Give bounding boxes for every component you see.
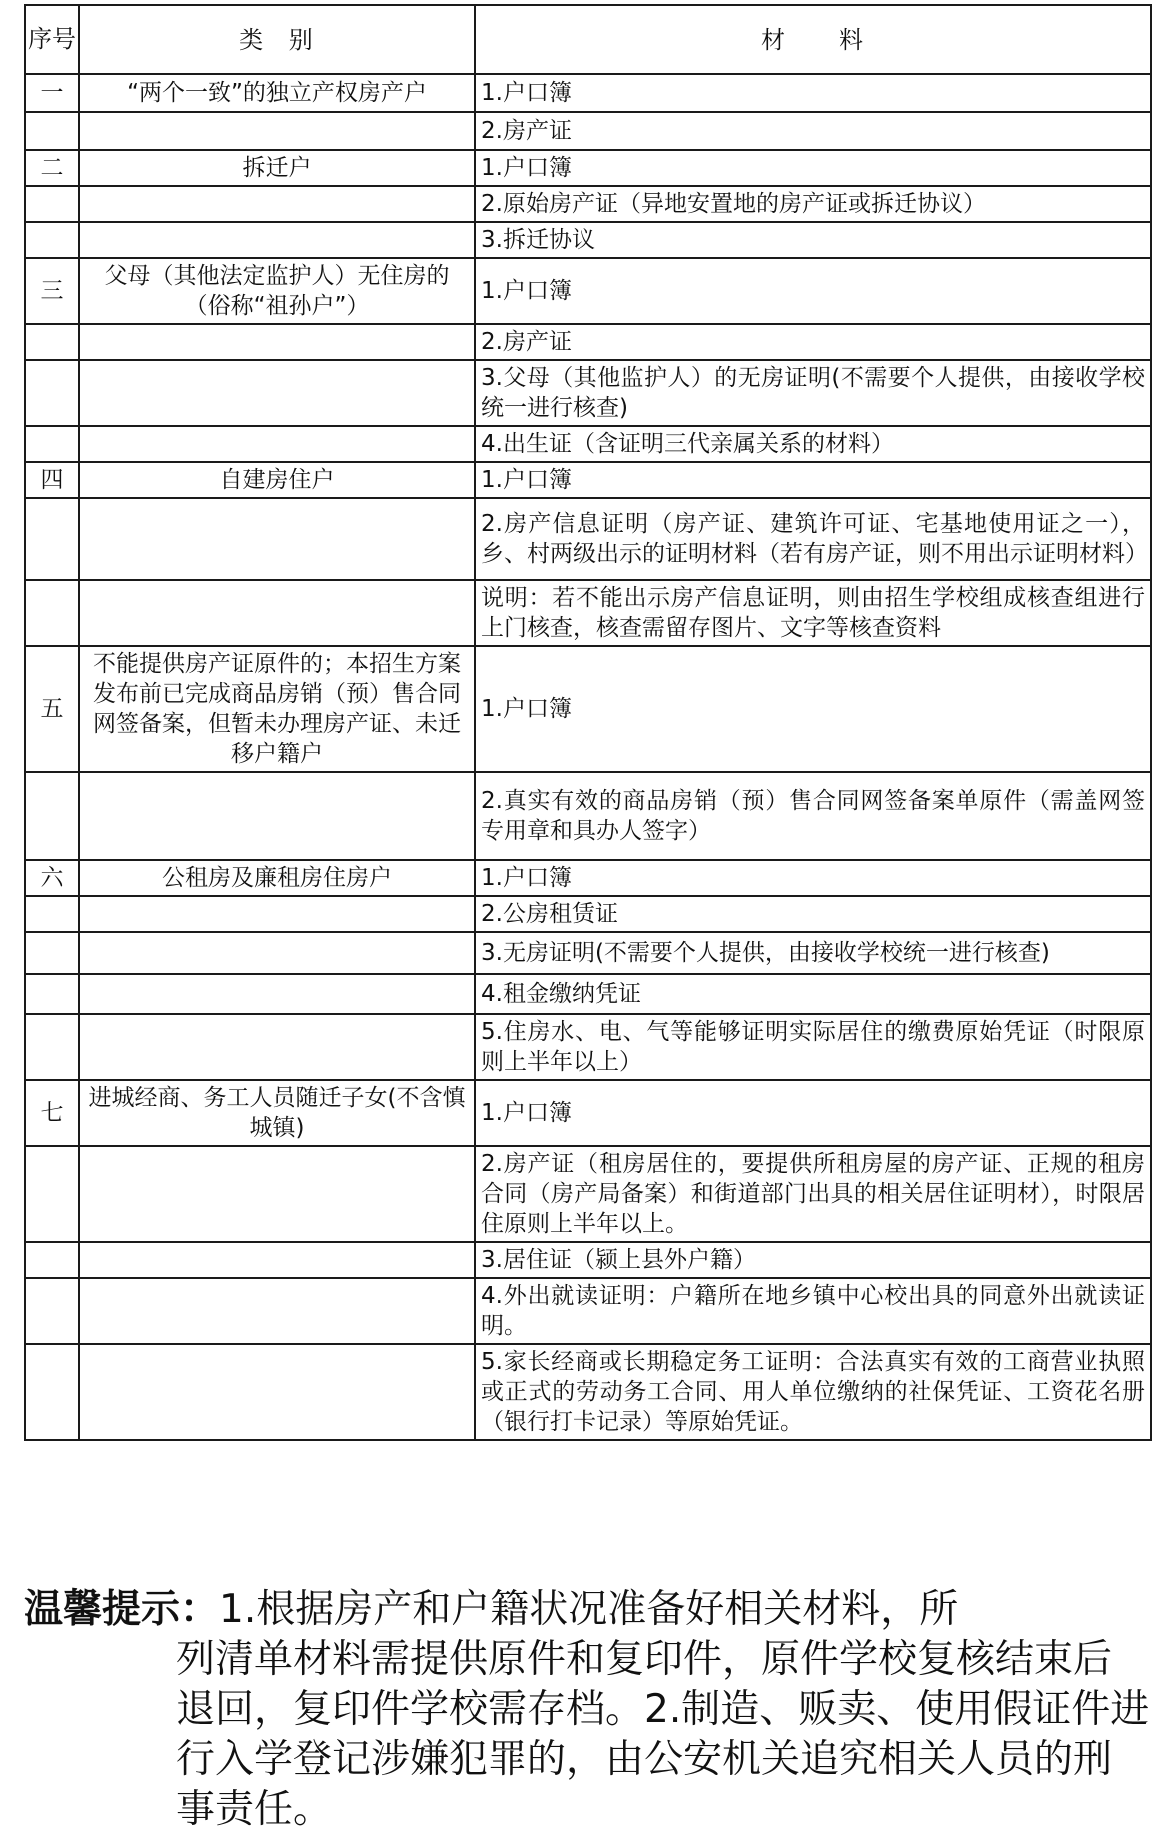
row-index: 三: [25, 258, 79, 324]
row-category: 自建房住户: [79, 462, 475, 498]
row-material: 1.户口簿: [475, 462, 1151, 498]
table-row: [25, 360, 1151, 426]
row-category: [79, 772, 475, 860]
row-index: [25, 1242, 79, 1278]
row-index: 一: [25, 74, 79, 112]
row-category: [79, 1344, 475, 1440]
row-index: [25, 896, 79, 932]
table-row: [25, 222, 1151, 258]
row-index: [25, 1278, 79, 1344]
table-row: [25, 896, 1151, 932]
row-index: [25, 1344, 79, 1440]
row-category: [79, 324, 475, 360]
row-category: “两个一致”的独立产权房产户: [79, 74, 475, 112]
row-category: [79, 580, 475, 646]
table-row: [25, 426, 1151, 462]
row-index: [25, 932, 79, 974]
header-materials: 材 料: [475, 5, 1151, 74]
row-index: 四: [25, 462, 79, 498]
materials-table: [24, 4, 1152, 1441]
row-category: [79, 896, 475, 932]
header-category: 类 别: [79, 5, 475, 74]
row-category: 不能提供房产证原件的；本招生方案发布前已完成商品房销（预）售合同网签备案，但暂未办理房产证、未迁移户籍户: [79, 646, 475, 772]
row-category: 进城经商、务工人员随迁子女(不含慎城镇): [79, 1080, 475, 1146]
table-row: [25, 112, 1151, 150]
table-body: [25, 74, 1151, 1440]
row-material: 1.户口簿: [475, 74, 1151, 112]
row-category: 父母（其他法定监护人）无住房的（俗称“祖孙户”）: [79, 258, 475, 324]
row-material: 2.公房租赁证: [475, 896, 1151, 932]
table-row: [25, 258, 1151, 324]
row-material: 2.原始房产证（异地安置地的房产证或拆迁协议）: [475, 186, 1151, 222]
row-material: 5.住房水、电、气等能够证明实际居住的缴费原始凭证（时限原则上半年以上）: [475, 1014, 1151, 1080]
row-material: 2.房产证: [475, 324, 1151, 360]
row-material: 4.租金缴纳凭证: [475, 974, 1151, 1014]
row-material: 3.拆迁协议: [475, 222, 1151, 258]
row-material: 4.出生证（含证明三代亲属关系的材料）: [475, 426, 1151, 462]
row-material: 3.居住证（颍上县外户籍）: [475, 1242, 1151, 1278]
row-category: [79, 932, 475, 974]
row-material: 3.无房证明(不需要个人提供，由接收学校统一进行核查): [475, 932, 1151, 974]
table-row: [25, 1014, 1151, 1080]
row-material: 5.家长经商或长期稳定务工证明：合法真实有效的工商营业执照或正式的劳动务工合同、用人单位缴纳的社保凭证、工资花名册（银行打卡记录）等原始凭证。: [475, 1344, 1151, 1440]
table-row: [25, 646, 1151, 772]
row-material: 3.父母（其他监护人）的无房证明(不需要个人提供，由接收学校统一进行核查): [475, 360, 1151, 426]
row-category: [79, 112, 475, 150]
row-index: [25, 772, 79, 860]
table-row: [25, 1344, 1151, 1440]
table-row: [25, 150, 1151, 186]
table-row: [25, 324, 1151, 360]
table-row: [25, 932, 1151, 974]
row-category: [79, 974, 475, 1014]
row-index: 七: [25, 1080, 79, 1146]
materials-sheet: [24, 4, 1150, 1441]
row-index: [25, 426, 79, 462]
row-index: [25, 112, 79, 150]
row-index: 六: [25, 860, 79, 896]
row-index: [25, 222, 79, 258]
row-material: 1.户口簿: [475, 258, 1151, 324]
row-material: 说明：若不能出示房产信息证明，则由招生学校组成核查组进行上门核查，核查需留存图片、文字等核查资料: [475, 580, 1151, 646]
row-index: 二: [25, 150, 79, 186]
row-category: [79, 1242, 475, 1278]
row-material: 2.房产证（租房居住的，要提供所租房屋的房产证、正规的租房合同（房产局备案）和街道部门出具的相关居住证明材），时限居住原则上半年以上。: [475, 1146, 1151, 1242]
row-index: [25, 498, 79, 580]
row-category: 公租房及廉租房住房户: [79, 860, 475, 896]
tip-label: 温馨提示：: [24, 1587, 220, 1632]
table-row: [25, 580, 1151, 646]
row-material: 1.户口簿: [475, 150, 1151, 186]
row-index: [25, 186, 79, 222]
row-index: [25, 1146, 79, 1242]
tip-rest: 列清单材料需提供原件和复印件，原件学校复核结束后退回，复印件学校需存档。2.制造、贩卖、使用假证件进行入学登记涉嫌犯罪的，由公安机关追究相关人员的刑事责任。: [176, 1637, 1150, 1832]
row-material: 1.户口簿: [475, 860, 1151, 896]
table-row: [25, 974, 1151, 1014]
row-category: [79, 222, 475, 258]
table-row: [25, 498, 1151, 580]
row-category: [79, 1278, 475, 1344]
row-material: 1.户口簿: [475, 646, 1151, 772]
table-row: [25, 186, 1151, 222]
row-index: [25, 1014, 79, 1080]
row-category: [79, 1014, 475, 1080]
row-category: [79, 1146, 475, 1242]
warm-tip: [24, 1585, 1150, 1835]
row-category: [79, 426, 475, 462]
table-row: [25, 772, 1151, 860]
row-index: 五: [25, 646, 79, 772]
row-category: 拆迁户: [79, 150, 475, 186]
table-row: [25, 74, 1151, 112]
tip-first-line: 1.根据房产和户籍状况准备好相关材料，所: [219, 1587, 959, 1632]
table-header-row: [25, 5, 1151, 74]
row-material: 2.真实有效的商品房销（预）售合同网签备案单原件（需盖网签专用章和具办人签字）: [475, 772, 1151, 860]
row-material: 2.房产信息证明（房产证、建筑许可证、宅基地使用证之一），乡、村两级出示的证明材料（若有房产证，则不用出示证明材料）: [475, 498, 1151, 580]
table-row: [25, 1278, 1151, 1344]
row-index: [25, 580, 79, 646]
table-row: [25, 1242, 1151, 1278]
table-row: [25, 1146, 1151, 1242]
row-category: [79, 498, 475, 580]
table-row: [25, 860, 1151, 896]
row-material: 1.户口簿: [475, 1080, 1151, 1146]
row-index: [25, 324, 79, 360]
table-row: [25, 462, 1151, 498]
row-index: [25, 974, 79, 1014]
row-category: [79, 186, 475, 222]
row-category: [79, 360, 475, 426]
row-material: 2.房产证: [475, 112, 1151, 150]
row-material: 4.外出就读证明：户籍所在地乡镇中心校出具的同意外出就读证明。: [475, 1278, 1151, 1344]
table-row: [25, 1080, 1151, 1146]
row-index: [25, 360, 79, 426]
header-index: 序号: [25, 5, 79, 74]
